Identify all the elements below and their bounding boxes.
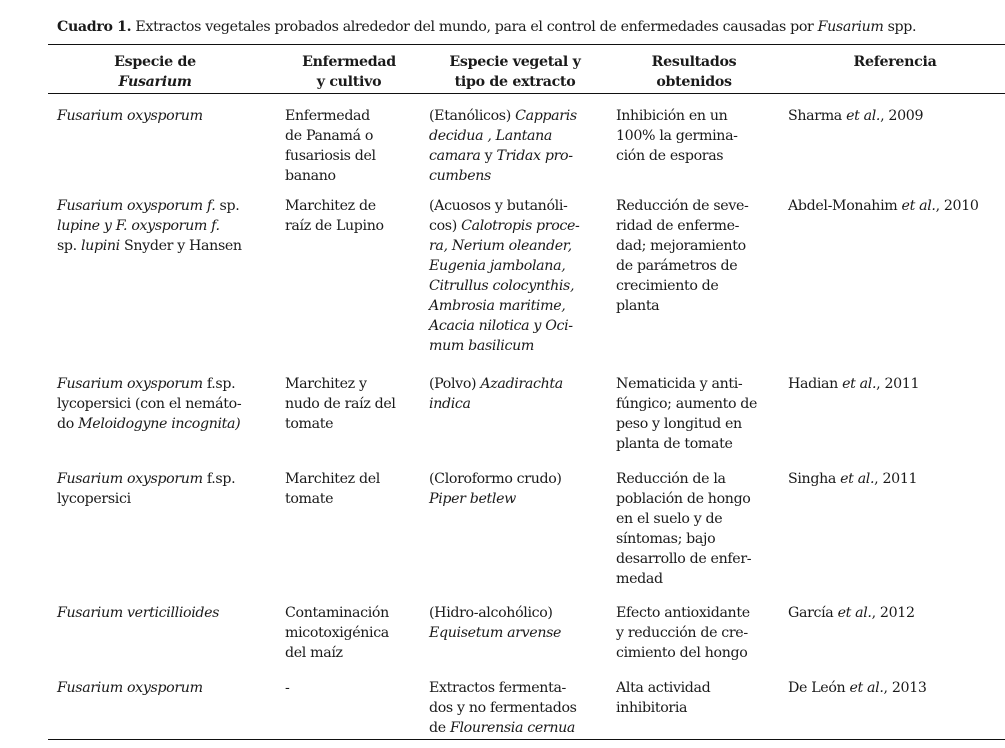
text-segment: (Hidro-alcohólico) [429,605,553,621]
cell-line [57,374,241,394]
table-cell [57,374,241,434]
column-header [594,52,794,92]
table-cell [788,106,923,126]
text-segment: Abdel-Monahim [788,198,902,214]
text-segment: Resultados [651,54,737,70]
cell-line [616,569,751,589]
text-segment: f.sp. [202,471,236,487]
text-segment: Fusarium oxysporum [57,680,203,696]
text-segment: Singha [788,471,841,487]
cell-line [616,196,749,216]
cell-line [788,196,979,216]
cell-line [429,469,562,489]
text-segment: et al. [901,198,936,214]
text-segment: , 2010 [935,198,979,214]
text-segment: síntomas; bajo [616,531,716,547]
text-segment: Fusarium oxysporum [57,471,203,487]
text-segment: población de hongo [616,491,751,507]
text-segment: cumbens [429,168,491,184]
cell-line [429,106,577,126]
cell-line [429,296,580,316]
text-segment: crecimiento de [616,278,719,294]
text-segment: camara [429,148,481,164]
cell-line [616,698,710,718]
text-segment: Calotropis proce- [461,218,580,234]
text-segment: Especie de [114,54,196,70]
text-segment: micotoxigénica [285,625,389,641]
text-segment: f.sp. [202,376,236,392]
cell-line [788,469,917,489]
table-cell [285,603,389,663]
cell-line [285,166,376,186]
cell-line [616,374,757,394]
cell-line [795,52,995,72]
cell-line [616,106,738,126]
cell-line [429,603,561,623]
table-cell [616,106,738,166]
text-segment: Equisetum arvense [429,625,562,641]
text-segment: decidua , Lantana [429,128,552,144]
text-segment: Eugenia jambolana, [429,258,566,274]
cell-line [285,394,396,414]
text-segment: dos y no fermentados [429,700,577,716]
text-segment: Referencia [853,54,937,70]
text-segment: Capparis [515,108,577,124]
text-segment: de parámetros de [616,258,738,274]
text-segment: planta de tomate [616,436,733,452]
text-segment: Azadirachta [480,376,563,392]
table-cell [57,106,203,126]
cell-line [429,146,577,166]
cell-line [57,196,242,216]
text-segment: Citrullus colocynthis, [429,278,575,294]
cell-line [285,126,376,146]
cell-line [57,216,242,236]
cell-line [57,469,235,489]
cell-line [285,469,380,489]
text-segment: , 2011 [874,471,918,487]
text-segment: et al. [846,108,881,124]
cell-line [429,336,580,356]
text-segment: Reducción de la [616,471,726,487]
text-segment: , 2011 [876,376,920,392]
cell-line [285,146,376,166]
caption-label: Cuadro 1. [57,19,132,35]
table-cell [788,469,917,489]
text-segment: Alta actividad [616,680,711,696]
text-segment: indica [429,396,471,412]
text-segment: De León [788,680,850,696]
text-segment: banano [285,168,336,184]
cell-line [285,216,384,236]
text-segment: nudo de raíz del [285,396,396,412]
cell-line [616,469,751,489]
text-segment: do [57,416,79,432]
cell-line [616,623,750,643]
text-segment: tipo de extracto [454,74,576,90]
text-segment: Marchitez del [285,471,380,487]
cell-line [57,678,203,698]
cell-line [788,603,915,623]
cell-line [429,678,577,698]
text-segment: Ambrosia maritime, [429,298,566,314]
text-segment: (Etanólicos) [429,108,516,124]
column-header [795,52,995,72]
text-segment: tomate [285,416,334,432]
table-cell [429,196,580,356]
cell-line [55,72,255,92]
text-segment: Marchitez de [285,198,376,214]
text-segment: y cultivo [316,74,382,90]
text-segment: ridad de enferme- [616,218,740,234]
text-segment: (Acuosos y butanóli- [429,198,568,214]
text-segment: Inhibición en un [616,108,728,124]
cell-line [415,52,615,72]
text-segment: fúngico; aumento de [616,396,758,412]
text-segment: Marchitez y [285,376,367,392]
cell-line [616,256,749,276]
table-cell [616,196,749,316]
text-segment: y [480,148,497,164]
cell-line [429,623,561,643]
table-cell [788,603,915,623]
text-segment: de Panamá o [285,128,374,144]
cell-line [429,166,577,186]
text-segment: de [429,720,450,736]
cell-line [616,146,738,166]
cell-line [594,72,794,92]
table-cell [429,374,563,414]
bottom-rule [48,739,1005,740]
cell-line [285,623,389,643]
cell-line [57,414,241,434]
text-segment: Nematicida y anti- [616,376,743,392]
table-cell [788,678,927,698]
cell-line [429,374,563,394]
text-segment: Contaminación [285,605,389,621]
table-cell [285,469,380,509]
cell-line [429,236,580,256]
caption-text: Extractos vegetales probados alrededor del mundo, para el control de enfermedades causadas por [131,19,818,35]
cell-line [429,256,580,276]
text-segment: Meloidogyne incognita) [78,416,241,432]
cell-line [788,374,919,394]
table-cell [429,469,562,509]
cell-line [285,374,396,394]
text-segment: Piper betlew [429,491,516,507]
caption-tail: spp. [883,19,917,35]
text-segment: , 2013 [883,680,927,696]
text-segment: Fusarium [118,74,192,90]
cell-line [429,276,580,296]
cell-line [594,52,794,72]
text-segment: tomate [285,491,334,507]
cell-line [616,434,757,454]
text-segment: et al. [849,680,884,696]
text-segment: Acacia nilotica y Oci- [429,318,573,334]
cell-line [616,414,757,434]
text-segment: Flourensia cernua [449,720,576,736]
table-cell [57,678,203,698]
cell-line [55,52,255,72]
cell-line [57,489,235,509]
text-segment: Especie vegetal y [449,54,581,70]
cell-line [57,236,242,256]
text-segment: 100% la germina- [616,128,738,144]
table-cell [57,469,235,509]
text-segment: - [285,680,290,696]
text-segment: Extractos fermenta- [429,680,566,696]
cell-line [616,276,749,296]
text-segment: Reducción de seve- [616,198,749,214]
text-segment: peso y longitud en [616,416,742,432]
table-cell [788,374,919,394]
cell-line [429,316,580,336]
cell-line [616,603,750,623]
cell-line [429,489,562,509]
table-cell [616,603,750,663]
cell-line [429,394,563,414]
cell-line [285,196,384,216]
text-segment: lupine y F. oxysporum f. [57,218,220,234]
cell-line [788,106,923,126]
table-cell [616,469,751,589]
text-segment: Fusarium oxysporum [57,376,203,392]
text-segment: sp. [57,238,81,254]
cell-line [616,509,751,529]
text-segment: lupini [80,238,120,254]
text-segment: et al. [840,471,875,487]
text-segment: ra, Nerium oleander, [429,238,572,254]
cell-line [616,296,749,316]
text-segment: Fusarium oxysporum f. [57,198,216,214]
cell-line [285,106,376,126]
text-segment: , 2012 [871,605,915,621]
text-segment: y reducción de cre- [616,625,748,641]
text-segment: dad; mejoramiento [616,238,746,254]
cell-line [285,489,380,509]
cell-line [616,529,751,549]
text-segment: Tridax pro- [496,148,573,164]
table-cell [285,678,289,698]
table-caption [57,19,916,35]
cell-line [429,196,580,216]
header-rule [48,93,1005,94]
column-header [55,52,255,92]
cell-line [616,126,738,146]
text-segment: García [788,605,838,621]
caption-italic: Fusarium [817,19,884,35]
cell-line [616,678,710,698]
text-segment: Efecto antioxidante [616,605,750,621]
cell-line [285,643,389,663]
table-cell [616,374,757,454]
cell-line [285,414,396,434]
table-cell [429,678,577,738]
cell-line [57,106,203,126]
text-segment: mum basilicum [429,338,534,354]
table-cell [285,196,384,236]
table-cell [285,374,396,434]
text-segment: sp. [215,198,240,214]
cell-line [616,489,751,509]
table-cell [429,603,561,643]
cell-line [616,236,749,256]
table-cell [429,106,577,186]
text-segment: Enfermedad [302,54,396,70]
text-segment: et al. [837,605,872,621]
cell-line [285,603,389,623]
column-header [415,52,615,92]
text-segment: (Polvo) [429,376,481,392]
text-segment: medad [616,571,663,587]
text-segment: Sharma [788,108,847,124]
cell-line [616,643,750,663]
cell-line [429,698,577,718]
table-cell [788,196,979,216]
text-segment: del maíz [285,645,343,661]
text-segment: obtenidos [656,74,732,90]
text-segment: , 2009 [880,108,924,124]
text-segment: (Cloroformo crudo) [429,471,562,487]
text-segment: desarrollo de enfer- [616,551,752,567]
text-segment: lycopersici (con el nemáto- [57,396,242,412]
text-segment: Fusarium oxysporum [57,108,203,124]
text-segment: ción de esporas [616,148,724,164]
cell-line [415,72,615,92]
text-segment: cos) [429,218,462,234]
cell-line [616,216,749,236]
text-segment: Enfermedad [285,108,370,124]
text-segment: lycopersici [57,491,131,507]
cell-line [616,394,757,414]
cell-line [429,126,577,146]
text-segment: Snyder y Hansen [119,238,242,254]
cell-line [788,678,927,698]
text-segment: cimiento del hongo [616,645,748,661]
cell-line [57,394,241,414]
text-segment: fusariosis del [285,148,376,164]
table-cell [616,678,710,718]
cell-line [429,216,580,236]
table-cell [285,106,376,186]
table-cell [57,196,242,256]
top-rule [48,44,1005,45]
cell-line [616,549,751,569]
cell-line [57,603,219,623]
text-segment: raíz de Lupino [285,218,384,234]
text-segment: inhibitoria [616,700,688,716]
text-segment: planta [616,298,660,314]
text-segment: et al. [842,376,877,392]
table-cell [57,603,219,623]
text-segment: en el suelo y de [616,511,723,527]
text-segment: Hadian [788,376,843,392]
cell-line [429,718,577,738]
cell-line [285,678,289,698]
text-segment: Fusarium verticillioides [57,605,220,621]
